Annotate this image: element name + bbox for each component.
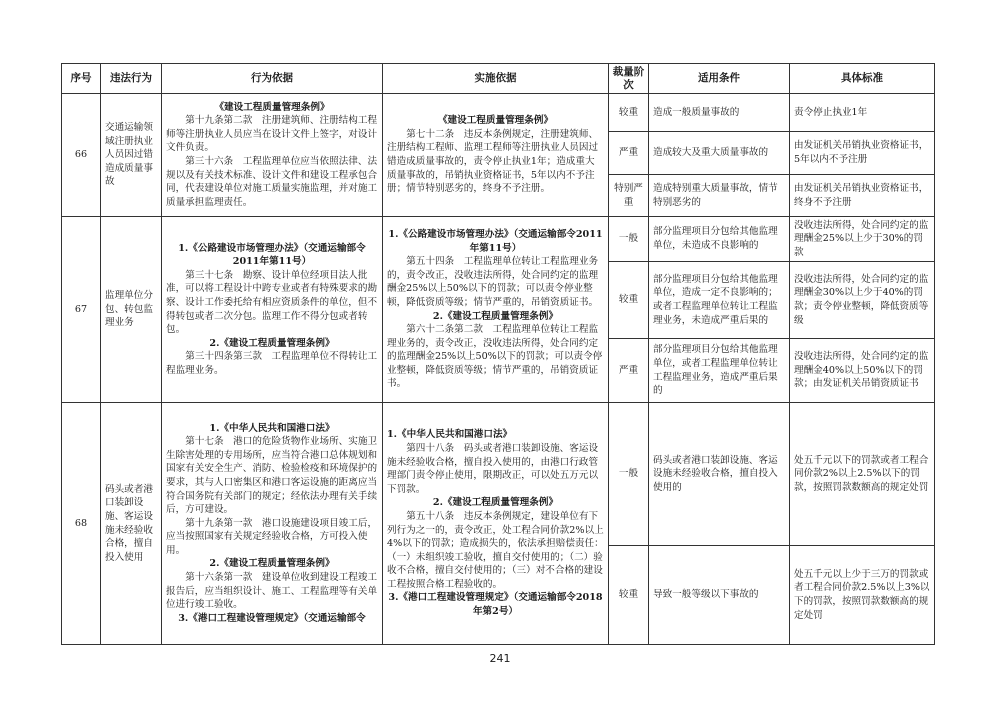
condition-cell: 部分监理项目分包给其他监理单位，造成一定不良影响的；或者工程监理单位转让工程监理业务，未造成严重后果的: [649, 262, 790, 339]
condition-cell: 造成较大及重大质量事故的: [649, 132, 790, 175]
discretion-level-cell: 严重: [609, 339, 649, 403]
clause-text: 第十六条第一款 建设单位收到建设工程竣工报告后，应当组织设计、施工、工程监理等有关单位进行竣工验收。: [166, 572, 378, 611]
law-title: 3.《港口工程建设管理规定》（交通运输部令2018年第2号）: [388, 592, 603, 618]
header-legal-basis: 行为依据: [162, 64, 383, 94]
clause-text: 第十九条第二款 注册建筑师、注册结构工程师等注册执业人员应当在设计文件上签字，对设计文件负责。: [166, 115, 378, 154]
header-implementation-basis: 实施依据: [383, 64, 609, 94]
law-title: 1.《公路建设市场管理办法》（交通运输部令2011年第11号）: [388, 228, 603, 254]
clause-text: 第三十七条 勘察、设计单位经项目法人批准，可以将工程设计中跨专业或者有特殊要求的勘察、设计工作委托给有相应资质条件的单位，但不得转包或者二次分包。监理工作不得分包或者转包。: [166, 269, 378, 336]
standard-cell: 责令停止执业1年: [790, 94, 935, 132]
discretion-level-cell: 特别严重: [609, 175, 649, 217]
violation-cell: 交通运输领域注册执业人员因过错造成质量事故: [101, 94, 162, 217]
standard-cell: 处五千元以下的罚款或者工程合同价款2%以上2.5%以下的罚款，按照罚款数额高的规定处罚: [790, 403, 935, 546]
violation-cell: 码头或者港口装卸设施、客运设施未经验收合格，擅自投入使用: [101, 403, 162, 645]
law-title: 3.《港口工程建设管理规定》（交通运输部令: [178, 612, 366, 624]
legal-basis-cell: [162, 94, 383, 217]
discretion-level-cell: 较重: [609, 262, 649, 339]
law-title: 2.《建设工程质量管理条例》: [209, 558, 335, 570]
header-violation: 违法行为: [101, 64, 162, 94]
condition-cell: 码头或者港口装卸设施、客运设施未经验收合格，擅自投入使用的: [649, 403, 790, 546]
penalty-discretion-table: [61, 63, 935, 645]
law-title: 1.《中华人民共和国港口法》: [209, 422, 335, 434]
header-row: [62, 64, 935, 94]
law-title: 1.《公路建设市场管理办法》（交通运输部令2011年第11号）: [178, 242, 366, 268]
discretion-level-cell: 一般: [609, 217, 649, 262]
row-index: 66: [62, 94, 101, 217]
discretion-level-cell: 严重: [609, 132, 649, 175]
clause-text: 第五十四条 工程监理单位转让工程监理业务的，责令改正，没收违法所得，处合同约定的监理酬金25%以上50%以下的罚款；可以责令停业整顿，降低资质等级；情节严重的，吊销资质证书。: [387, 256, 599, 308]
table-row: [62, 403, 935, 546]
law-title: 《建设工程质量管理条例》: [437, 115, 554, 127]
header-discretion-level: 裁量阶次: [609, 64, 649, 94]
standard-cell: 没收违法所得，处合同约定的监理酬金25%以上少于30%的罚款: [790, 217, 935, 262]
implementation-basis-cell: [383, 94, 609, 217]
clause-text: 第十七条 港口的危险货物作业场所、实施卫生除害处理的专用场所，应当符合港口总体规划和国家有关安全生产、消防、检验检疫和环境保护的要求，其与人口密集区和港口客运设施的距离应当符合国务院有关部门的规定；经依法办理有关手续后，方可建设。: [166, 436, 378, 516]
clause-text: 第四十八条 码头或者港口装卸设施、客运设施未经验收合格，擅自投入使用的，由港口行政管理部门责令停止使用，限期改正，可以处五万元以下罚款。: [387, 442, 599, 495]
legal-basis-cell: [162, 217, 383, 403]
standard-cell: 处五千元以上少于三万的罚款或者工程合同价款2.5%以上3%以下的罚款，按照罚款数额高的规定处罚: [790, 546, 935, 645]
standard-cell: 由发证机关吊销执业资格证书，终身不予注册: [790, 175, 935, 217]
table-row: [62, 94, 935, 132]
condition-cell: 部分监理项目分包给其他监理单位，未造成不良影响的: [649, 217, 790, 262]
header-index: 序号: [62, 64, 101, 94]
standard-cell: 由发证机关吊销执业资格证书，5年以内不予注册: [790, 132, 935, 175]
implementation-basis-cell: [383, 403, 609, 645]
table-row: [62, 217, 935, 262]
law-title: 1.《中华人民共和国港口法》: [387, 429, 513, 441]
discretion-level-cell: 较重: [609, 546, 649, 645]
law-title: 2.《建设工程质量管理条例》: [432, 497, 559, 509]
implementation-basis-cell: [383, 217, 609, 403]
clause-text: 第三十四条第三款 工程监理单位不得转让工程监理业务。: [166, 351, 378, 376]
clause-text: 第七十二条 违反本条例规定，注册建筑师、注册结构工程师、监理工程师等注册执业人员因过错造成质量事故的，责令停止执业1年；造成重大质量事故的，吊销执业资格证书，5年以内不予注册；情节特别恶劣的，终身不予注册。: [387, 128, 599, 195]
clause-text: 第三十六条 工程监理单位应当依照法律、法规以及有关技术标准、设计文件和建设工程承包合同，代表建设单位对施工质量实施监理，并对施工质量承担监理责任。: [166, 156, 378, 208]
standard-cell: 没收违法所得，处合同约定的监理酬金40%以上50%以下的罚款；由发证机关吊销资质证书: [790, 339, 935, 403]
row-index: 67: [62, 217, 101, 403]
standard-cell: 没收违法所得，处合同约定的监理酬金30%以上少于40%的罚款；责令停业整顿，降低资质等级: [790, 262, 935, 339]
header-standard: 具体标准: [790, 64, 935, 94]
discretion-level-cell: 一般: [609, 403, 649, 546]
discretion-level-cell: 较重: [609, 94, 649, 132]
condition-cell: 部分监理项目分包给其他监理单位，或者工程监理单位转让工程监理业务，造成严重后果的: [649, 339, 790, 403]
law-title: 《建设工程质量管理条例》: [214, 101, 330, 113]
violation-cell: 监理单位分包、转包监理业务: [101, 217, 162, 403]
row-index: 68: [62, 403, 101, 645]
condition-cell: 导致一般等级以下事故的: [649, 546, 790, 645]
clause-text: 第十九条第一款 港口设施建设项目竣工后，应当按照国家有关规定经验收合格，方可投入使用。: [166, 517, 378, 556]
law-title: 2.《建设工程质量管理条例》: [209, 337, 335, 349]
condition-cell: 造成一般质量事故的: [649, 94, 790, 132]
legal-basis-cell: [162, 403, 383, 645]
condition-cell: 造成特别重大质量事故，情节特别恶劣的: [649, 175, 790, 217]
law-title: 2.《建设工程质量管理条例》: [432, 310, 559, 322]
header-conditions: 适用条件: [649, 64, 790, 94]
page-number: 241: [489, 652, 511, 665]
clause-text: 第六十二条第二款 工程监理单位转让工程监理业务的，责令改正，没收违法所得，处合同约定的监理酬金25%以上50%以下的罚款；可以责令停业整顿，降低资质等级；情节严重的，吊销资质证书。: [387, 324, 603, 390]
clause-text: 第五十八条 违反本条例规定，建设单位有下列行为之一的，责令改正，处工程合同价款2%以上4%以下的罚款；造成损失的，依法承担赔偿责任：（一）未组织竣工验收，擅自交付使用的；（二）验收不合格，擅自交付使用的；（三）对不合格的建设工程按照合格工程验收的。: [387, 510, 604, 590]
